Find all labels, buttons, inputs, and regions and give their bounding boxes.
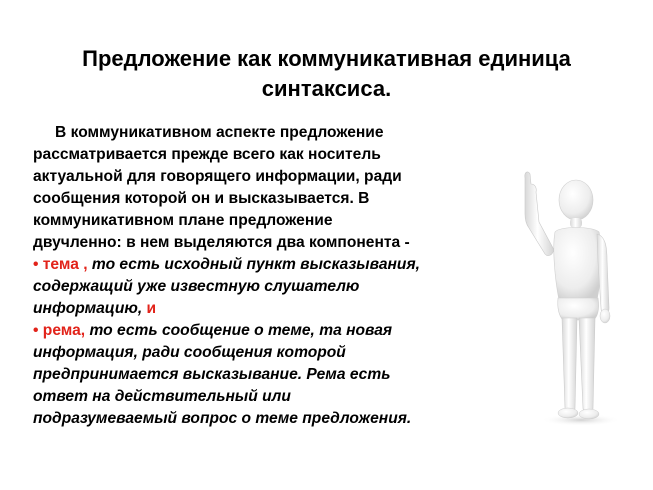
rheme-text-line: подразумеваемый вопрос о теме предложения.: [33, 410, 412, 427]
rheme-bullet-line: [33, 320, 503, 342]
theme-text: информацию,: [33, 300, 143, 317]
rheme-text-line: предпринимается высказывание. Рема есть: [33, 366, 391, 383]
slide-body: [33, 122, 503, 430]
paragraph-line: сообщения которой он и высказывается. В: [33, 190, 370, 207]
rheme-bullet: • рема,: [33, 322, 86, 339]
theme-text-line: содержащий уже известную слушателю: [33, 278, 360, 295]
theme-text: то есть исходный пункт высказывания,: [87, 256, 420, 273]
conjunction: и: [142, 300, 157, 317]
paragraph-line: двучленно: в нем выделяются два компонента -: [33, 234, 410, 251]
paragraph-line: рассматривается прежде всего как носитель: [33, 146, 381, 163]
paragraph-line: актуальной для говорящего информации, ради: [33, 168, 402, 185]
theme-text-line: [33, 298, 503, 320]
rheme-text-line: ответ на действительный или: [33, 388, 291, 405]
pointing-man-icon: [515, 170, 625, 430]
paragraph-line: коммуникативном плане предложение: [33, 212, 333, 229]
rheme-text: то есть сообщение о теме, та новая: [85, 322, 393, 339]
rheme-text-line: информация, ради сообщения которой: [33, 344, 346, 361]
slide-title: [20, 44, 633, 104]
paragraph-line: В коммуникативном аспекте предложение: [55, 124, 384, 141]
theme-bullet: • тема ,: [33, 256, 88, 273]
slide-title-line-1: Предложение как коммуникативная единица: [82, 46, 571, 71]
theme-bullet-line: [33, 254, 503, 276]
slide-title-line-2: синтаксиса.: [261, 76, 392, 101]
